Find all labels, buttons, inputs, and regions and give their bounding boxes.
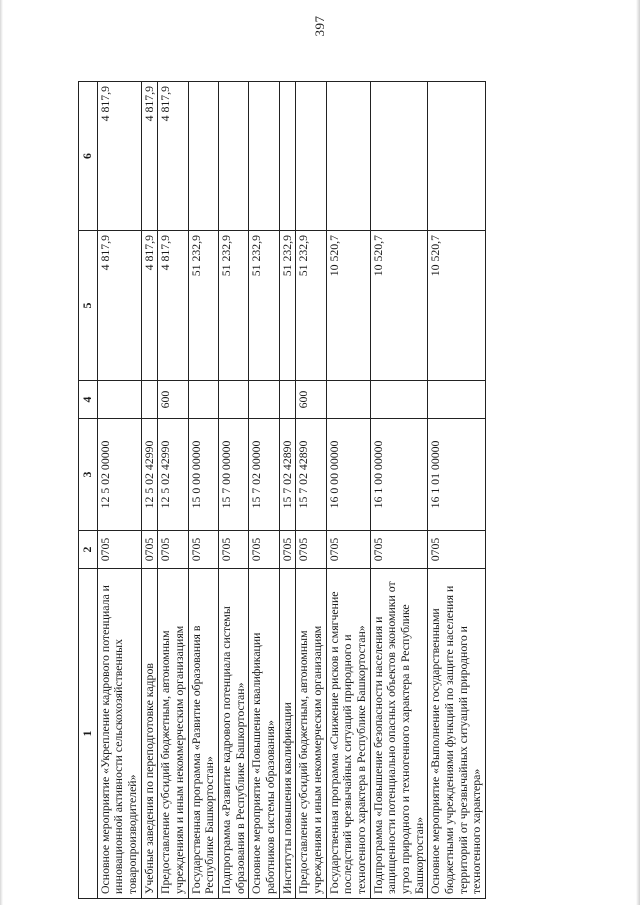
row-expense-type-cell <box>370 380 428 418</box>
row-target-code-cell: 16 0 00 00000 <box>326 418 370 530</box>
table-row <box>248 81 278 898</box>
row-section-cell: 0705 <box>326 530 370 568</box>
row-amount-1-cell: 4 817,9 <box>157 230 187 380</box>
row-expense-type-cell <box>218 380 248 418</box>
row-amount-1-cell: 10 520,7 <box>370 230 428 380</box>
row-section-cell: 0705 <box>188 530 218 568</box>
row-amount-2-cell <box>279 81 296 230</box>
row-amount-2-cell <box>188 81 218 230</box>
row-amount-2-cell <box>295 81 325 230</box>
row-amount-2-cell <box>326 81 370 230</box>
row-amount-1-cell: 51 232,9 <box>295 230 325 380</box>
row-expense-type-cell <box>427 380 485 418</box>
table-row <box>427 81 485 898</box>
row-section-cell: 0705 <box>248 530 278 568</box>
header-cell: 4 <box>78 380 97 418</box>
row-expense-type-cell: 600 <box>157 380 187 418</box>
header-cell: 1 <box>78 568 97 898</box>
row-amount-1-cell: 10 520,7 <box>427 230 485 380</box>
row-name-cell: Основное мероприятие «Повышение квалификации работников системы образования» <box>248 568 278 898</box>
row-name-cell: Государственная программа «Снижение рисков и смягчение последствий чрезвычайных ситуаций природного и техногенного характера в Республике Башкортостан» <box>326 568 370 898</box>
rotated-table-container <box>78 82 563 899</box>
scan-edge-left <box>0 0 3 905</box>
row-section-cell: 0705 <box>427 530 485 568</box>
row-amount-1-cell: 10 520,7 <box>326 230 370 380</box>
row-target-code-cell: 15 7 02 42890 <box>279 418 296 530</box>
row-amount-2-cell <box>248 81 278 230</box>
table-row <box>218 81 248 898</box>
row-amount-1-cell: 51 232,9 <box>188 230 218 380</box>
row-expense-type-cell <box>141 380 158 418</box>
row-amount-2-cell <box>427 81 485 230</box>
row-section-cell: 0705 <box>218 530 248 568</box>
row-section-cell: 0705 <box>97 530 141 568</box>
row-name-cell: Институты повышения квалификации <box>279 568 296 898</box>
row-amount-2-cell <box>370 81 428 230</box>
table-row <box>188 81 218 898</box>
row-name-cell: Основное мероприятие «Укрепление кадрового потенциала и инновационной активности сельскохозяйственных товаропроизводителей» <box>97 568 141 898</box>
row-amount-1-cell: 51 232,9 <box>218 230 248 380</box>
row-section-cell: 0705 <box>141 530 158 568</box>
row-section-cell: 0705 <box>157 530 187 568</box>
row-target-code-cell: 15 7 02 00000 <box>248 418 278 530</box>
row-target-code-cell: 16 1 01 00000 <box>427 418 485 530</box>
row-section-cell: 0705 <box>295 530 325 568</box>
table-row <box>326 81 370 898</box>
row-target-code-cell: 15 0 00 00000 <box>188 418 218 530</box>
header-cell: 5 <box>78 230 97 380</box>
row-name-cell: Предоставление субсидий бюджетным, автономным учреждениям и иным некоммерческим организациям <box>295 568 325 898</box>
budget-table <box>78 81 486 899</box>
row-name-cell: Учебные заведения по переподготовке кадров <box>141 568 158 898</box>
table-row <box>370 81 428 898</box>
row-section-cell: 0705 <box>370 530 428 568</box>
row-amount-1-cell: 51 232,9 <box>279 230 296 380</box>
row-target-code-cell: 12 5 02 00000 <box>97 418 141 530</box>
row-target-code-cell: 12 5 02 42990 <box>157 418 187 530</box>
header-cell: 2 <box>78 530 97 568</box>
row-amount-2-cell: 4 817,9 <box>157 81 187 230</box>
row-expense-type-cell <box>97 380 141 418</box>
table-body <box>97 81 485 898</box>
row-amount-2-cell: 4 817,9 <box>141 81 158 230</box>
page-number: 397 <box>312 15 327 37</box>
row-target-code-cell: 16 1 00 00000 <box>370 418 428 530</box>
row-amount-2-cell <box>218 81 248 230</box>
row-target-code-cell: 15 7 00 00000 <box>218 418 248 530</box>
row-name-cell: Государственная программа «Развитие образования в Республике Башкортостан» <box>188 568 218 898</box>
table-row <box>295 81 325 898</box>
row-expense-type-cell <box>188 380 218 418</box>
row-amount-1-cell: 4 817,9 <box>97 230 141 380</box>
table-row <box>141 81 158 898</box>
row-expense-type-cell: 600 <box>295 380 325 418</box>
row-amount-2-cell: 4 817,9 <box>97 81 141 230</box>
header-cell: 3 <box>78 418 97 530</box>
row-expense-type-cell <box>279 380 296 418</box>
row-name-cell: Подпрограмма «Развитие кадрового потенциала системы образования в Республике Башкортостан» <box>218 568 248 898</box>
header-row <box>78 81 97 898</box>
row-amount-1-cell: 51 232,9 <box>248 230 278 380</box>
row-target-code-cell: 12 5 02 42990 <box>141 418 158 530</box>
row-section-cell: 0705 <box>279 530 296 568</box>
header-cell: 6 <box>78 81 97 230</box>
table-row <box>279 81 296 898</box>
row-target-code-cell: 15 7 02 42890 <box>295 418 325 530</box>
table-row <box>97 81 141 898</box>
row-name-cell: Подпрограмма «Повышение безопасности населения и защищенности потенциально опасных объектов экономики от угроз природного и техногенного характера в Республике Башкортостан» <box>370 568 428 898</box>
scan-edge-right <box>636 0 640 905</box>
row-name-cell: Предоставление субсидий бюджетным, автономным учреждениям и иным некоммерческим организациям <box>157 568 187 898</box>
row-expense-type-cell <box>248 380 278 418</box>
row-name-cell: Основное мероприятие «Выполнение государственными бюджетными учреждениями функций по защите населения и территорий от чрезвычайных ситуаций природного и техногенного характера» <box>427 568 485 898</box>
table-row <box>157 81 187 898</box>
row-amount-1-cell: 4 817,9 <box>141 230 158 380</box>
row-expense-type-cell <box>326 380 370 418</box>
